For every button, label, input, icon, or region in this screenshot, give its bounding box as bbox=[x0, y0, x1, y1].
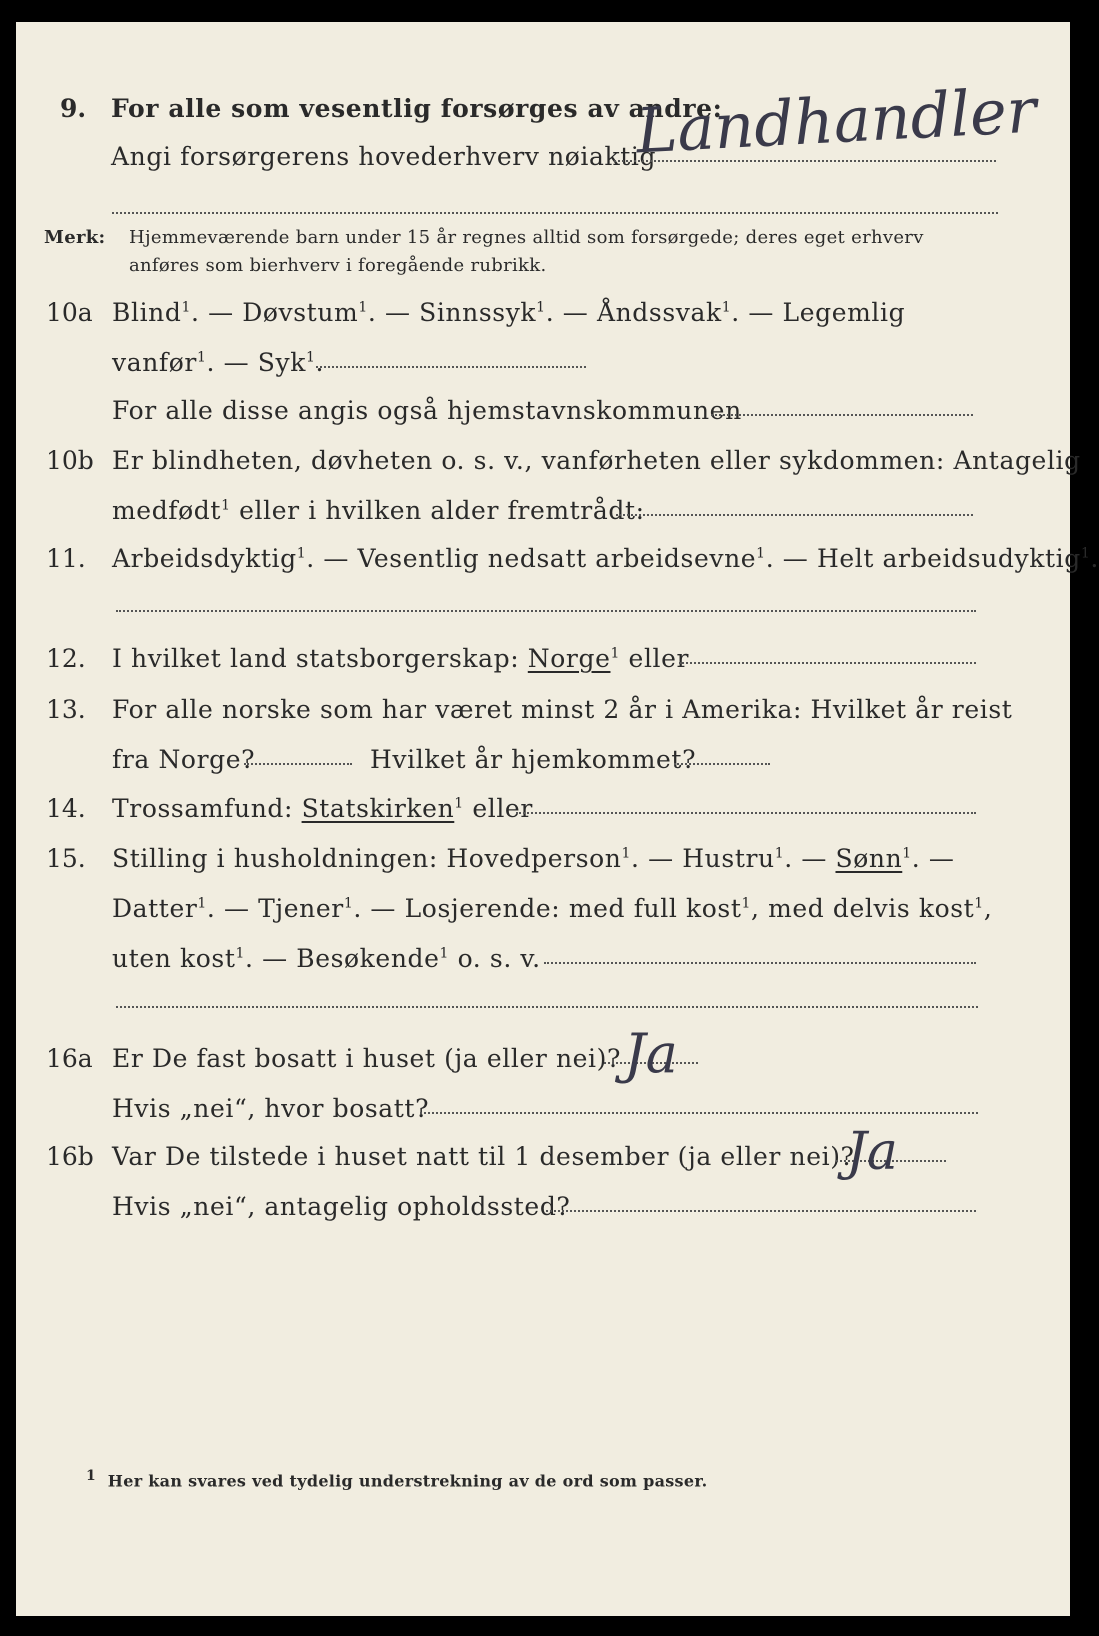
item-10b-number: 10b bbox=[46, 446, 94, 475]
answer-line-11 bbox=[116, 610, 976, 612]
answer-line-10b bbox=[616, 514, 973, 516]
item-15-line3: uten kost$^1$. — Besøkende$^1$ o. s. v. bbox=[112, 944, 541, 973]
underlined-norge: Norge bbox=[527, 644, 611, 673]
item-9-number: 9. bbox=[60, 94, 87, 123]
handwritten-answer-16b[interactable]: Ja bbox=[846, 1122, 898, 1182]
item-13-line1: For alle norske som har været minst 2 år i Amerika: Hvilket år reist bbox=[112, 695, 1013, 724]
item-11-number: 11. bbox=[46, 544, 86, 573]
underlined-sonn: Sønn bbox=[835, 844, 903, 873]
answer-line-year-left bbox=[244, 763, 352, 765]
item-16b-number: 16b bbox=[46, 1142, 94, 1171]
item-16b-line2: Hvis „nei“, antagelig opholdssted? bbox=[112, 1192, 571, 1221]
item-16b-line1: Var De tilstede i huset natt til 1 desember (ja eller nei)? bbox=[112, 1142, 855, 1171]
item-13-returned: Hvilket år hjemkommet? bbox=[370, 745, 697, 774]
item-13-from-norway: fra Norge? bbox=[112, 745, 256, 774]
note-label: Merk: bbox=[44, 227, 106, 248]
item-16a-line2: Hvis „nei“, hvor bosatt? bbox=[112, 1094, 430, 1123]
underlined-statskirken: Statskirken bbox=[301, 794, 455, 823]
note-line2: anføres som bierhverv i foregående rubrikk. bbox=[129, 255, 547, 276]
item-10a-line1: Blind$^1$. — Døvstum$^1$. — Sinnssyk$^1$. — Åndssvak$^1$. — Legemlig bbox=[112, 298, 906, 327]
answer-line-10a bbox=[316, 366, 586, 368]
handwritten-occupation[interactable]: Landhandler bbox=[634, 73, 1039, 168]
answer-line-home-municipality bbox=[711, 414, 973, 416]
item-15-number: 15. bbox=[46, 844, 86, 873]
item-16a-line1: Er De fast bosatt i huset (ja eller nei)? bbox=[112, 1044, 621, 1073]
form-page bbox=[16, 22, 1099, 1616]
answer-line-occupation-2 bbox=[112, 212, 998, 214]
footnote: 1 Her kan svares ved tydelig understrekning av de ord som passer. bbox=[86, 1468, 708, 1491]
answer-line-12 bbox=[679, 662, 976, 664]
item-16a-number: 16a bbox=[46, 1044, 93, 1073]
answer-line-15 bbox=[544, 962, 976, 964]
item-15-line2: Datter$^1$. — Tjener$^1$. — Losjerende: med full kost$^1$, med delvis kost$^1$, bbox=[112, 894, 993, 923]
item-14-line1: Trossamfund: Statskirken$^1$ eller bbox=[112, 794, 533, 823]
answer-line-16b-2 bbox=[546, 1210, 976, 1212]
item-11-line1: Arbeidsdyktig$^1$. — Vesentlig nedsatt arbeidsevne$^1$. — Helt arbeidsudyktig$^1$. bbox=[112, 544, 1099, 573]
item-10a-line3: For alle disse angis også hjemstavnskommunen bbox=[112, 396, 742, 425]
item-12-line1: I hvilket land statsborgerskap: Norge$^1$ eller bbox=[112, 644, 690, 673]
item-10b-line1: Er blindheten, døvheten o. s. v., vanførheten eller sykdommen: Antagelig bbox=[112, 446, 1081, 475]
item-9-line1: For alle som vesentlig forsørges av andre: bbox=[111, 94, 723, 123]
item-13-number: 13. bbox=[46, 695, 86, 724]
answer-line-15-2 bbox=[116, 1006, 978, 1008]
item-10b-line2: medfødt$^1$ eller i hvilken alder fremtrådt: bbox=[112, 496, 645, 525]
answer-line-year-returned bbox=[674, 763, 770, 765]
item-15-line1: Stilling i husholdningen: Hovedperson$^1$. — Hustru$^1$. — Sønn$^1$. — bbox=[112, 844, 955, 873]
item-14-number: 14. bbox=[46, 794, 86, 823]
item-9-line2: Angi forsørgerens hovederhverv nøiaktig bbox=[111, 142, 657, 171]
handwritten-answer-16a[interactable]: Ja bbox=[624, 1022, 678, 1085]
item-10a-line2: vanfør$^1$. — Syk$^1$. bbox=[112, 348, 325, 377]
item-12-number: 12. bbox=[46, 644, 86, 673]
item-10a-number: 10a bbox=[46, 298, 93, 327]
answer-line-16a-2 bbox=[420, 1112, 978, 1114]
note-line1: Hjemmeværende barn under 15 år regnes alltid som forsørgede; deres eget erhverv bbox=[129, 227, 924, 248]
answer-line-14 bbox=[516, 812, 976, 814]
